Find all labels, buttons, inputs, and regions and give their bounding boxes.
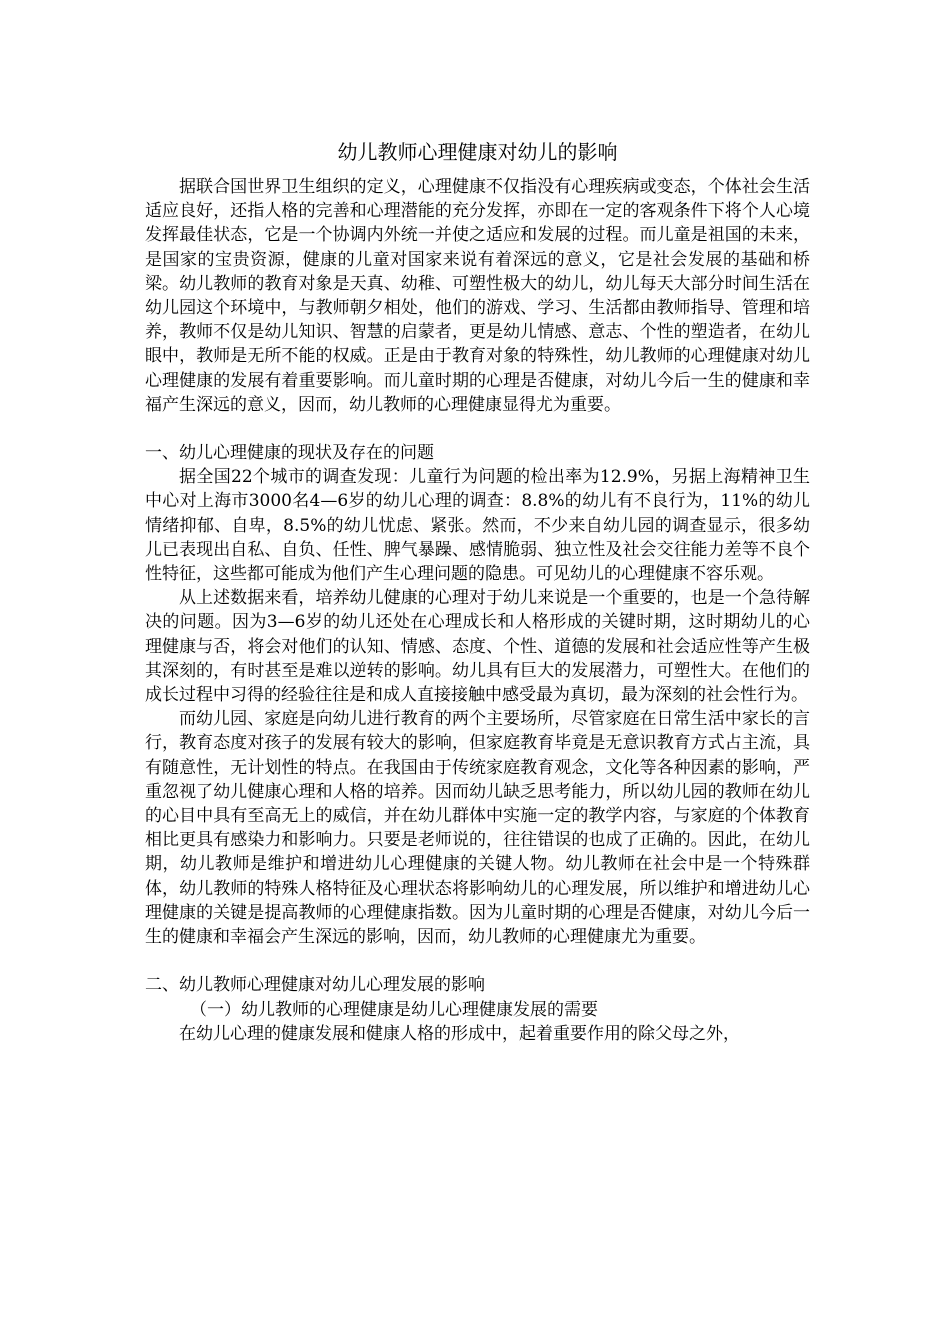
section1-paragraph-2: 从上述数据来看，培养幼儿健康的心理对于幼儿来说是一个重要的，也是一个急待解决的问题。因为3—6岁的幼儿还处在心理成长和人格形成的关键时期，这时期幼儿的心理健康与否，将会对他们的认知、情感、态度、个性、道德的发展和社会适应性等产生极其深刻的，有时甚至是难以逆转的影响。幼儿具有巨大的发展潜力，可塑性大。在他们的成长过程中习得的经验往往是和成人直接接触中感受最为真切，最为深刻的社会性行为。	[145, 588, 810, 706]
intro-paragraph: 据联合国世界卫生组织的定义，心理健康不仅指没有心理疾病或变态，个体社会生活适应良好，还指人格的完善和心理潜能的充分发挥，亦即在一定的客观条件下将个人心境发挥最佳状态，它是一个协调内外统一并使之适应和发展的过程。而儿童是祖国的未来，是国家的宝贵资源，健康的儿童对国家来说有着深远的意义，它是社会发展的基础和桥梁。幼儿教师的教育对象是天真、幼稚、可塑性极大的幼儿，幼儿每天大部分时间生活在幼儿园这个环境中，与教师朝夕相处，他们的游戏、学习、生活都由教师指导、管理和培养，教师不仅是幼儿知识、智慧的启蒙者，更是幼儿情感、意志、个性的塑造者，在幼儿眼中，教师是无所不能的权威。正是由于教育对象的特殊性，幼儿教师的心理健康对幼儿心理健康的发展有着重要影响。而儿童时期的心理是否健康，对幼儿今后一生的健康和幸福产生深远的意义，因而，幼儿教师的心理健康显得尤为重要。	[145, 177, 810, 415]
spacer	[145, 949, 810, 973]
subsection-heading-1: （一）幼儿教师的心理健康是幼儿心理健康发展的需要	[190, 999, 598, 1020]
section-heading-1: 一、幼儿心理健康的现状及存在的问题	[145, 443, 434, 464]
section-heading-2: 二、幼儿教师心理健康对幼儿心理发展的影响	[145, 975, 485, 996]
section2-paragraph-1: 在幼儿心理的健康发展和健康人格的形成中，起着重要作用的除父母之外，	[179, 1023, 740, 1044]
section1-paragraph-1: 据全国22个城市的调查发现：儿童行为问题的检出率为12.9%，另据上海精神卫生中心对上海市3000名4—6岁的幼儿心理的调查：8.8%的幼儿有不良行为，11%的幼儿情绪抑郁、自卑，8.5%的幼儿忧虑、紧张。然而，不少来自幼儿园的调查显示，很多幼儿已表现出自私、自负、任性、脾气暴躁、感情脆弱、独立性及社会交往能力差等不良个性特征，这些都可能成为他们产生心理问题的隐患。可见幼儿的心理健康不容乐观。	[145, 467, 810, 585]
document-body	[145, 137, 810, 1046]
spacer	[145, 417, 810, 441]
section1-paragraph-3: 而幼儿园、家庭是向幼儿进行教育的两个主要场所，尽管家庭在日常生活中家长的言行，教育态度对孩子的发展有较大的影响，但家庭教育毕竟是无意识教育方式占主流，具有随意性，无计划性的特点。在我国由于传统家庭教育观念，文化等各种因素的影响，严重忽视了幼儿健康心理和人格的培养。因而幼儿缺乏思考能力，所以幼儿园的教师在幼儿的心目中具有至高无上的威信，并在幼儿群体中实施一定的教学内容，与家庭的个体教育相比更具有感染力和影响力。只要是老师说的，往往错误的也成了正确的。因此，在幼儿期，幼儿教师是维护和增进幼儿心理健康的关键人物。幼儿教师在社会中是一个特殊群体，幼儿教师的特殊人格特征及心理状态将影响幼儿的心理发展，所以维护和增进幼儿心理健康的关键是提高教师的心理健康指数。因为儿童时期的心理是否健康，对幼儿今后一生的健康和幸福会产生深远的影响，因而，幼儿教师的心理健康尤为重要。	[145, 709, 810, 948]
document-title: 幼儿教师心理健康对幼儿的影响	[337, 140, 618, 164]
